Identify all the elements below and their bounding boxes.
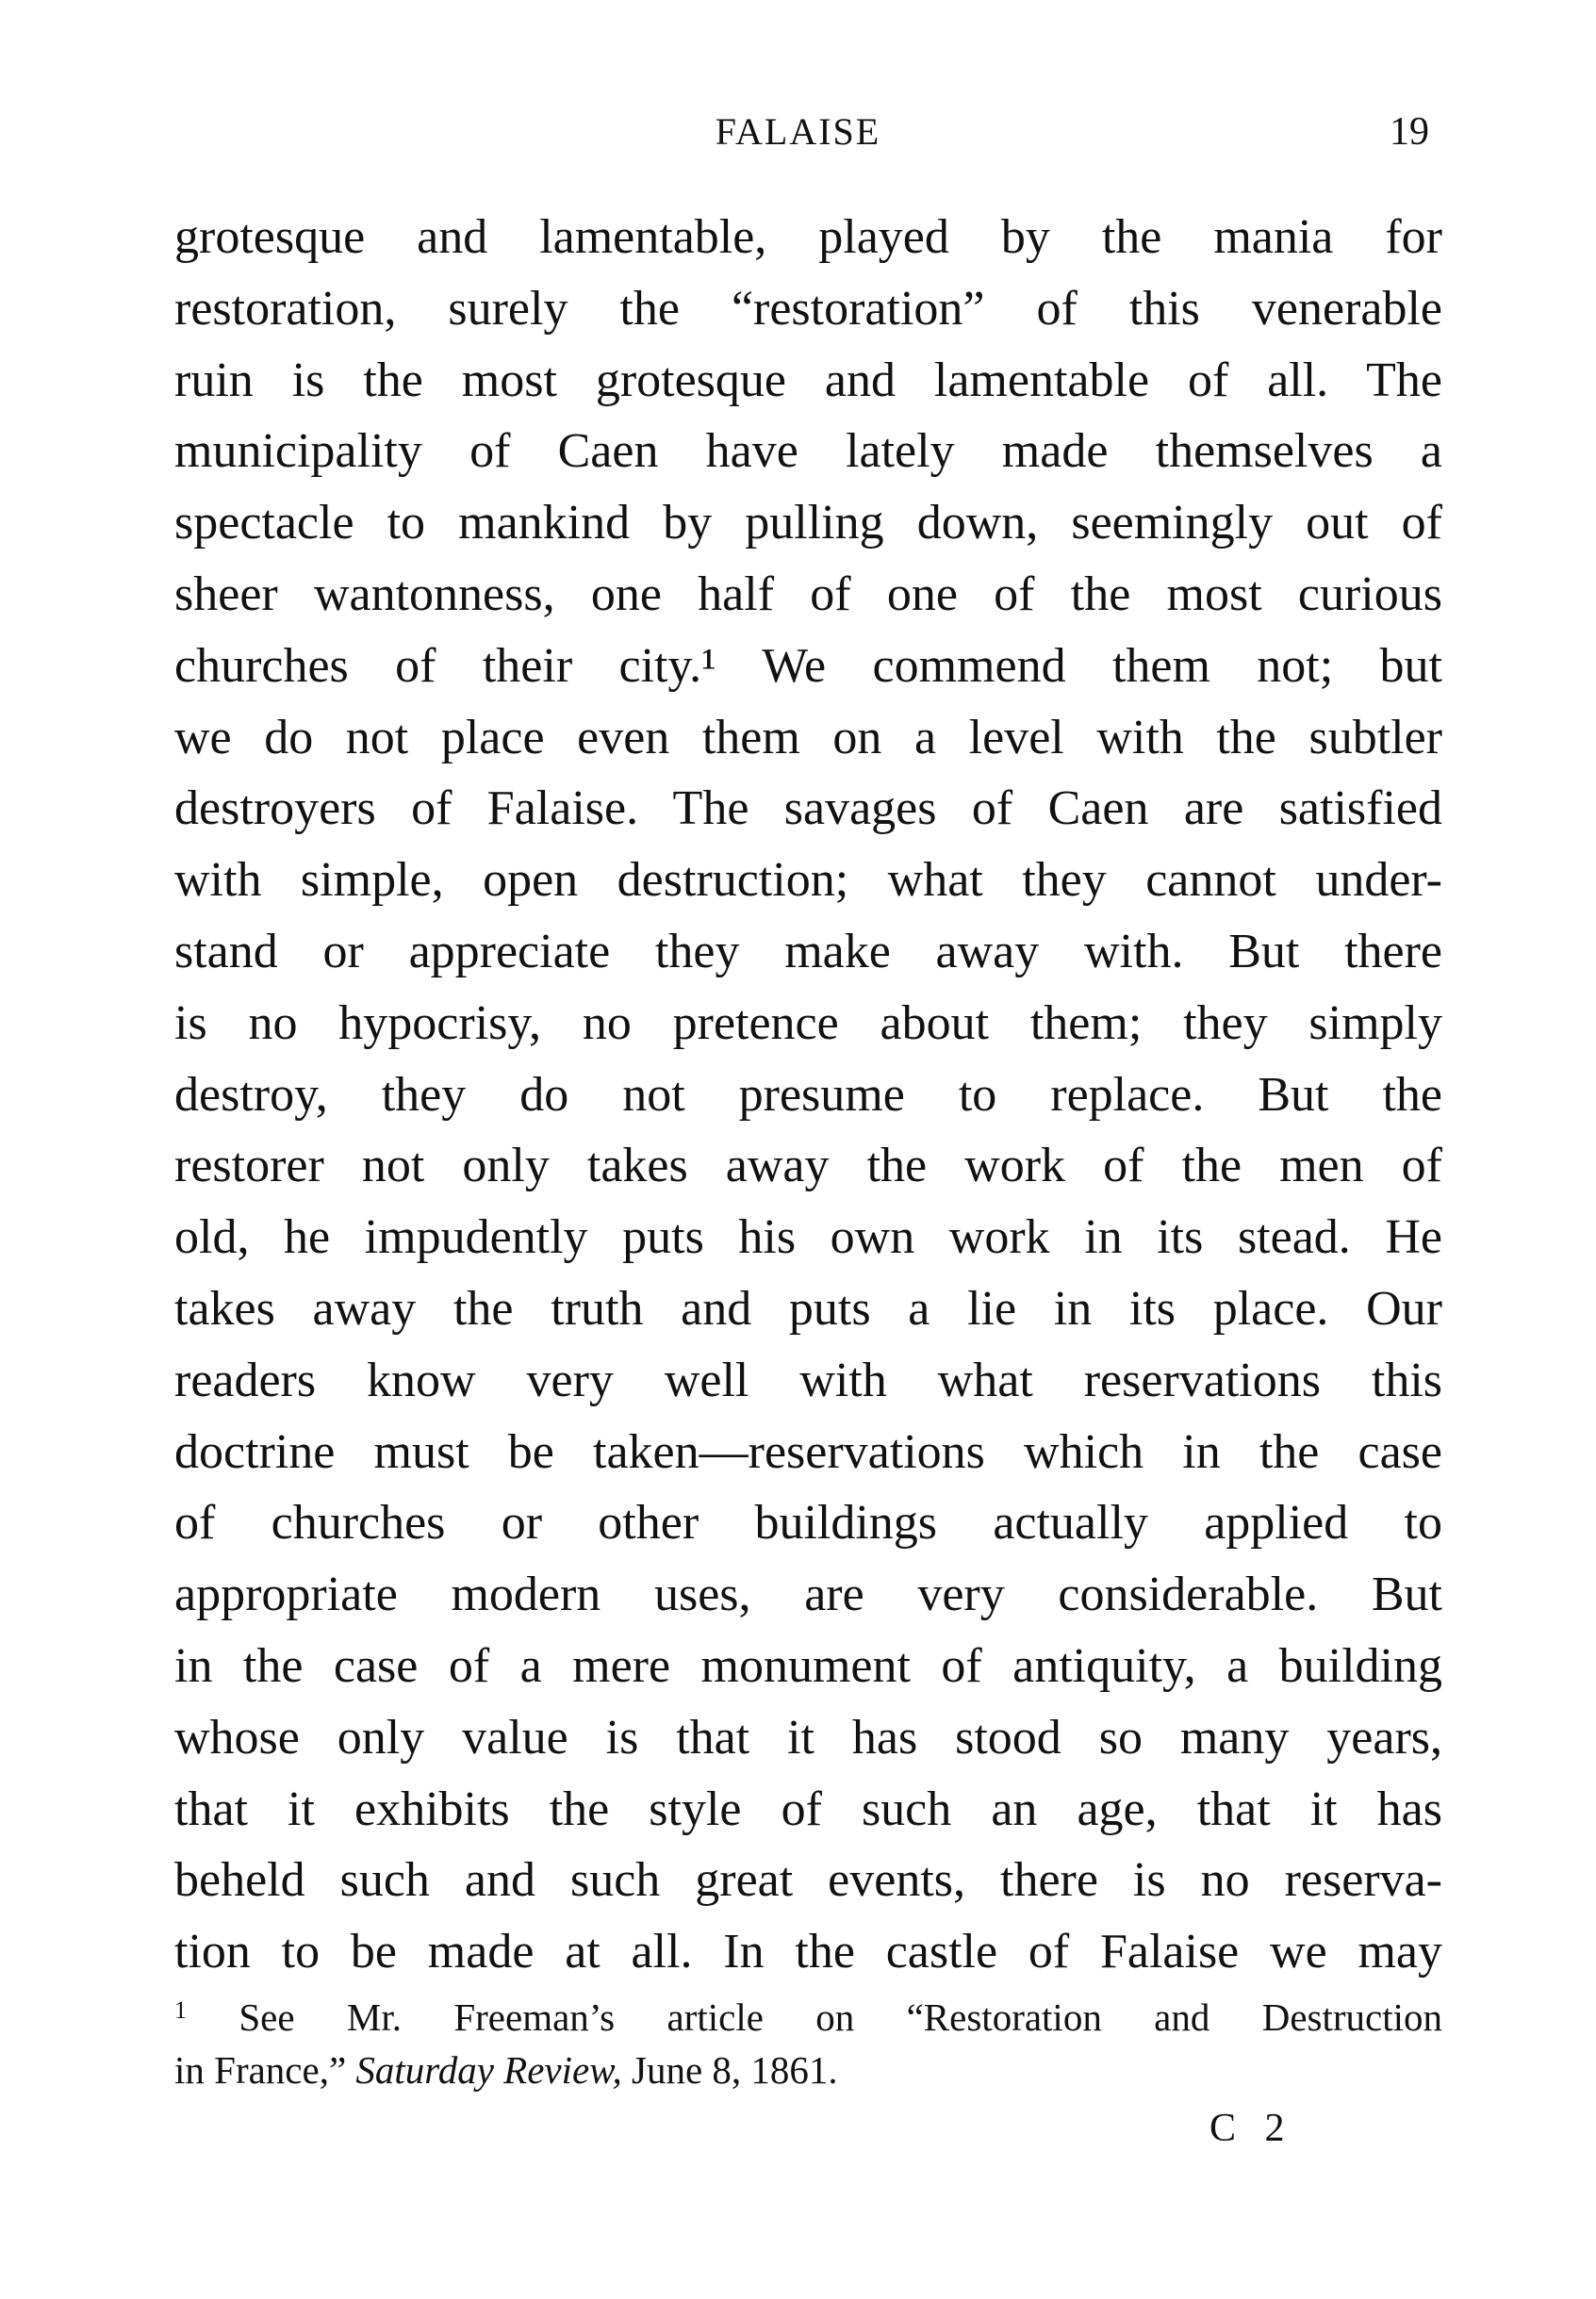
body-line: is no hypocrisy, no pretence about them; they simply — [174, 995, 1442, 1050]
body-line: grotesque and lamentable, played by the mania for — [174, 210, 1442, 264]
body-line: ruin is the most grotesque and lamentable of all. The — [174, 353, 1442, 407]
body-line: in the case of a mere monument of antiquity, a building — [174, 1638, 1442, 1693]
footnote-publication: Saturday Review, — [355, 2048, 622, 2092]
body-line: stand or appreciate they make away with. But there — [174, 924, 1442, 978]
body-line: appropriate modern uses, are very considerable. But — [174, 1568, 1442, 1622]
body-line: that it exhibits the style of such an age, that it has — [174, 1782, 1442, 1836]
footnote-text: See Mr. Freeman’s article on “Restoration and Destruction — [239, 1995, 1443, 2039]
body-line: churches of their city.¹ We commend them not; but — [174, 638, 1442, 693]
body-line: restoration, surely the “restoration” of this venerable — [174, 281, 1442, 336]
body-line: destroyers of Falaise. The savages of Caen are satisfied — [174, 781, 1442, 836]
page-number: 19 — [1390, 110, 1429, 154]
body-line: destroy, they do not presume to replace. But the — [174, 1067, 1442, 1122]
footnote-marker: 1 — [174, 1996, 187, 2024]
body-line: doctrine must be taken—reservations which in the case — [174, 1424, 1442, 1479]
body-text — [174, 202, 1442, 1988]
body-line: old, he impudently puts his own work in its stead. He — [174, 1210, 1442, 1265]
signature-mark: C 2 — [1209, 2107, 1294, 2150]
body-line: beheld such and such great events, there is no reserva- — [174, 1853, 1442, 1908]
footnote-line-1 — [174, 1995, 1442, 2040]
body-line: restorer not only takes away the work of the men of — [174, 1139, 1442, 1193]
body-line: of churches or other buildings actually applied to — [174, 1496, 1442, 1551]
body-line: spectacle to mankind by pulling down, seemingly out of — [174, 496, 1442, 550]
footnote-line-2 — [174, 2047, 1442, 2093]
running-header-title: FALAISE — [715, 110, 881, 153]
body-line: readers know very well with what reservations this — [174, 1353, 1442, 1407]
body-line: municipality of Caen have lately made themselves a — [174, 424, 1442, 479]
body-line: sheer wantonness, one half of one of the most curious — [174, 567, 1442, 621]
footnote-text: in France,” — [174, 2048, 347, 2092]
body-line: whose only value is that it has stood so many years, — [174, 1710, 1442, 1765]
body-line: takes away the truth and puts a lie in its place. Our — [174, 1281, 1442, 1336]
footnote-date: June 8, 1861. — [632, 2048, 838, 2092]
body-line: tion to be made at all. In the castle of Falaise we may — [174, 1925, 1442, 1979]
body-line: we do not place even them on a level with the subtler — [174, 710, 1442, 764]
body-line: with simple, open destruction; what they cannot under- — [174, 853, 1442, 908]
